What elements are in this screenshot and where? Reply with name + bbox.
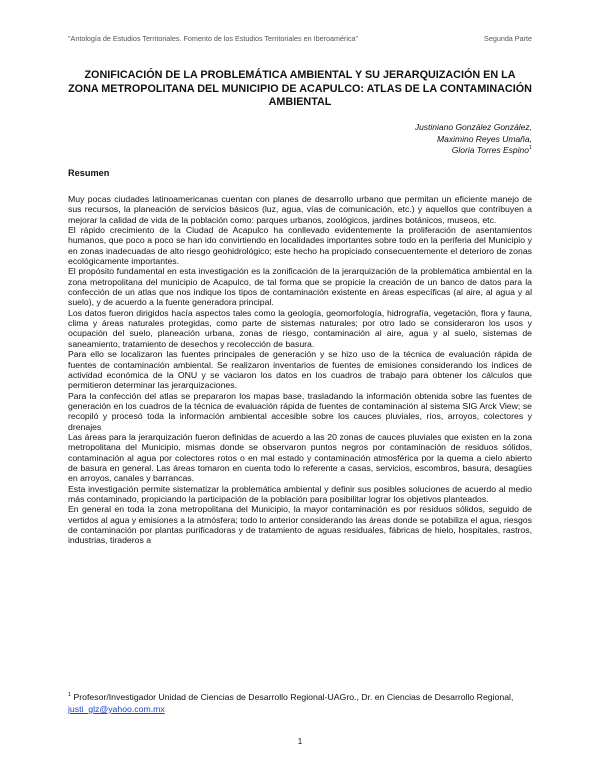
footnote-marker: 1 xyxy=(528,145,532,152)
abstract-paragraph: Para ello se localizaron las fuentes principales de generación y se hizo uso de la técnica de evaluación rápida de fuentes de contaminación ambiental. Se realizaron inventarios de fuentes de emisiones considerando los índices de actividad económica de la ONU y se vaciaron los datos en los cuadros de trabajo para obtener los cálculos que permitieron determinar las jerarquizaciones. xyxy=(68,349,532,391)
author-name xyxy=(415,145,532,157)
abstract-paragraph: El rápido crecimiento de la Ciudad de Acapulco ha conllevado evidentemente la proliferación de asentamientos humanos, que poco a poco se han ido convirtiendo en localidades importantes sobre todo en la periferia del Municipio y en zonas inadecuadas de alto riesgo geohidrológico; este hecho ha propiciado consecuentemente el deterioro de zonas ecológicamente importantes. xyxy=(68,225,532,267)
footnote-mark: 1 xyxy=(68,692,72,699)
paper-title: ZONIFICACIÓN DE LA PROBLEMÁTICA AMBIENTAL Y SU JERARQUIZACIÓN EN LA ZONA METROPOLITANA DEL MUNICIPIO DE ACAPULCO: ATLAS DE LA CONTAMINACIÓN AMBIENTAL xyxy=(68,69,532,108)
abstract-paragraph: Las áreas para la jerarquización fueron definidas de acuerdo a las 20 zonas de cauces pluviales que existen en la zona metropolitana del Municipio, mismas donde se observaron puntos negros por contaminación de residuos sólidos, contaminación al agua por colectores rotos o en mal estado y contaminación atmosférica por la quema a cielo abierto de basura en general. Las áreas tomaron en cuenta todo lo referente a casas, servicios, escombros, basura, desagües en arroyos, canales y barrancas. xyxy=(68,431,532,484)
abstract-body xyxy=(68,194,532,546)
author-name-text: Gloria Torres Espino xyxy=(451,145,529,156)
abstract-paragraph: En general en toda la zona metropolitana del Municipio, la mayor contaminación es por residuos sólidos, seguido de vertidos al agua y emisiones a la atmósfera; todo lo anterior considerando las áreas donde se potabiliza el agua, riesgos de contaminación por plantas purificadoras y de tratamiento de aguas residuales, fábricas de hielo, hospitales, rastros, industrias, tiraderos a xyxy=(68,504,532,546)
running-header-part: Segunda Parte xyxy=(484,34,532,43)
author-name: Maximino Reyes Umaña, xyxy=(437,133,532,144)
running-header-title: "Antología de Estudios Territoriales. Fomento de los Estudios Territoriales en Iberoamérica" xyxy=(68,34,359,43)
running-header xyxy=(68,34,532,46)
section-heading: Resumen xyxy=(68,168,110,178)
author-name: Justiniano González González, xyxy=(414,122,532,132)
abstract-paragraph: El propósito fundamental en esta investigación es la zonificación de la jerarquización de la problemática ambiental en la zona metropolitana del municipio de Acapulco, de tal forma que se propicie la creación de un banco de datos para la confección de un atlas que nos indique los tipos de contaminación existente en áreas específicas (al aire, al agua y al suelo), y de acuerdo a la fuente generadora principal. xyxy=(68,266,532,308)
author-block xyxy=(415,122,532,157)
footnote xyxy=(68,691,532,715)
footnote-text: Profesor/Investigador Unidad de Ciencias de Desarrollo Regional-UAGro., Dr. en Ciencias de Desarrollo Regional, xyxy=(73,692,514,702)
abstract-paragraph: Muy pocas ciudades latinoamericanas cuentan con planes de desarrollo urbano que permitan un eficiente manejo de sus recursos, la planeación de servicios básicos (luz, agua, vías de comunicación, etc.) y aquellos que contribuyen a mejorar la calidad de vida de la población como: parques urbanos, zoológicos, jardines botánicos, museos, etc. xyxy=(68,194,532,225)
abstract-paragraph: Esta investigación permite sistematizar la problemática ambiental y definir sus posibles soluciones de acuerdo al medio más contaminado, propiciando la participación de la población para posibilitar lograr los objetivos planteados. xyxy=(68,483,532,504)
email-link[interactable]: justi_glz@yahoo.com.mx xyxy=(68,704,165,714)
abstract-paragraph: Para la confección del atlas se prepararon los mapas base, trasladando la información obtenida sobre las fuentes de generación en los cuadros de la técnica de evaluación rápida de fuentes de contaminación al sistema SIG Arck View; se recopiló y procesó toda la información ambiental accesible sobre los cauces pluviales, ríos, arroyos, colectores y drenajes xyxy=(68,390,532,432)
page-number: 1 xyxy=(297,737,303,746)
abstract-paragraph: Los datos fueron dirigidos hacía aspectos tales como la geología, geomorfología, hidrografía, vegetación, flora y fauna, clima y áreas naturales protegidas, como parte de sistemas naturales; por otro lado se consideraron los usos y ocupación del suelo, planeación urbana, zonas de riesgo, contaminación al aire, agua y al suelo, sistemas de saneamiento, tratamiento de desechos y recolección de basura. xyxy=(68,307,532,349)
